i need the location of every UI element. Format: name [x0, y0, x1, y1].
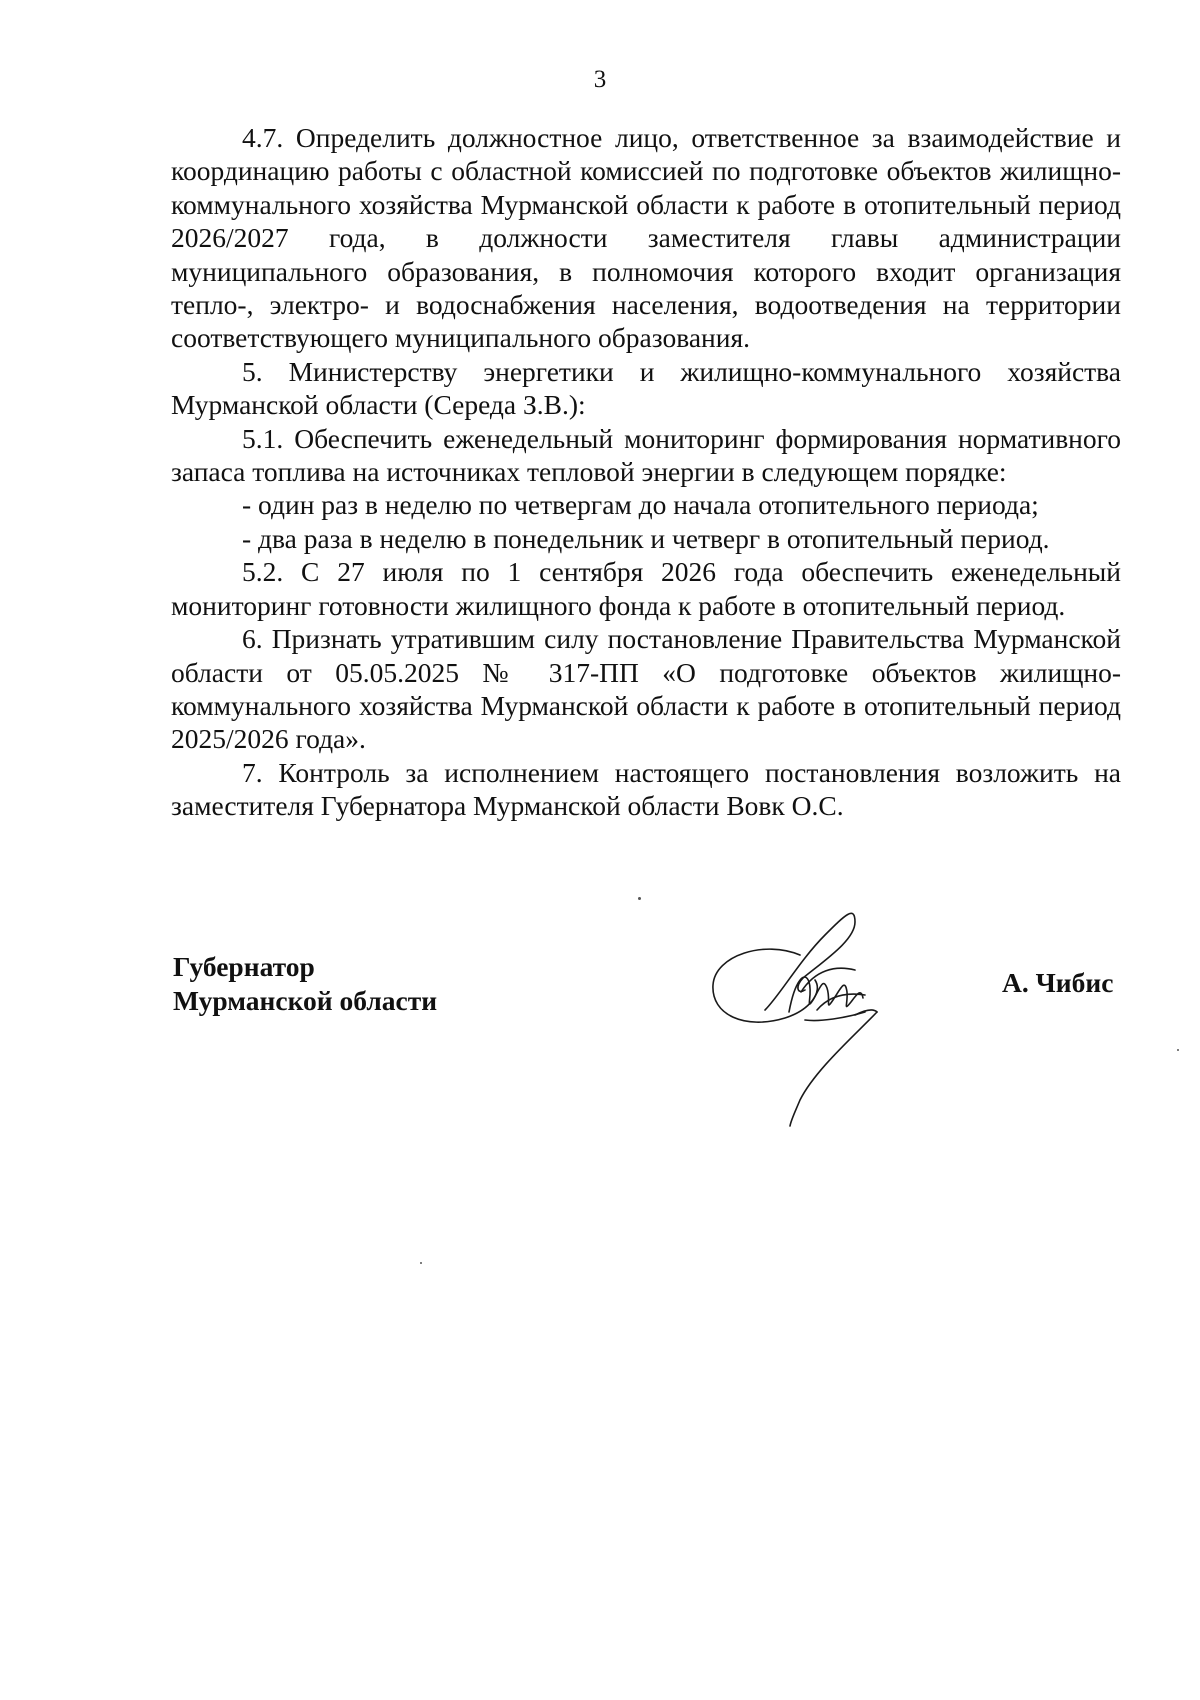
paragraph-4-7: 4.7. Определить должностное лицо, ответственное за взаимодействие и координацию работы с областной комиссией по подготовке объектов жилищно-коммунального хозяйства Мурманской области к работе в отопительный период 2026/2027 года, в должности заместителя главы администрации муниципального образования, в полномочия которого входит организация тепло-, электро- и водоснабжения населения, водоотведения на территории соответствующего муниципального образования.: [171, 122, 1121, 354]
scan-speck: [420, 1262, 422, 1264]
list-item-thursday: - один раз в неделю по четвергам до начала отопительного периода;: [242, 489, 1039, 521]
paragraph-5: 5. Министерству энергетики и жилищно-коммунального хозяйства Мурманской области (Середа З.В.):: [171, 355, 1121, 421]
scan-speck: [638, 897, 641, 900]
scan-speck: [1177, 1049, 1179, 1051]
page-number: 3: [593, 66, 607, 93]
signatory-title-line-1: Губернатор: [173, 951, 315, 982]
signatory-title-line-2: Мурманской области: [173, 985, 438, 1016]
paragraph-6: 6. Признать утратившим силу постановление Правительства Мурманской области от 05.05.2025 № 317-ПП «О подготовке объектов жилищно-коммунального хозяйства Мурманской области к работе в отопительный период 2025/2026 года».: [171, 623, 1121, 755]
paragraph-5-1: 5.1. Обеспечить еженедельный мониторинг формирования нормативного запаса топлива на источниках тепловой энергии в следующем порядке:: [171, 422, 1121, 488]
paragraph-7: 7. Контроль за исполнением настоящего постановления возложить на заместителя Губернатора Мурманской области Вовк О.С.: [171, 756, 1121, 822]
list-item-monday-thursday: - два раза в неделю в понедельник и четверг в отопительный период.: [242, 522, 1050, 554]
signatory-name: А. Чибис: [1002, 967, 1114, 998]
handwritten-signature-icon: [705, 900, 945, 1130]
paragraph-5-2: 5.2. С 27 июля по 1 сентября 2026 года обеспечить еженедельный мониторинг готовности жилищного фонда к работе в отопительный период.: [171, 556, 1121, 621]
signatory-title: [173, 950, 437, 1018]
